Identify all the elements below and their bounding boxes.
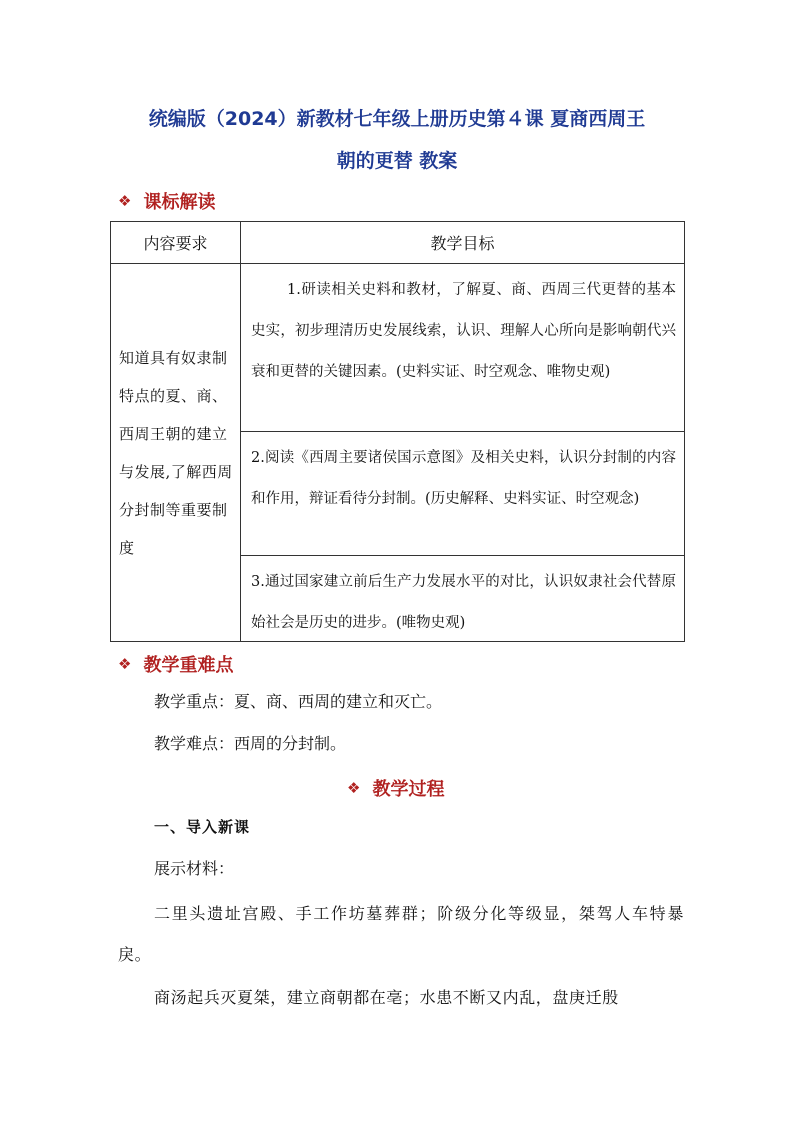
section-title: 教学重难点 xyxy=(143,655,234,676)
content-requirement-text: 知道具有奴隶制特点的夏、商、西周王朝的建立与发展,了解西周分封制等重要制度 xyxy=(119,348,233,557)
document-title-line-2: 朝的更替 教案 xyxy=(336,150,458,172)
teaching-focus xyxy=(154,681,442,723)
header-content-requirement: 内容要求 xyxy=(111,222,241,264)
teaching-difficulty xyxy=(154,723,346,765)
teaching-difficulty-text: ：西周的分封制。 xyxy=(218,734,347,753)
section-title: 课标解读 xyxy=(143,192,216,213)
section-title: 教学过程 xyxy=(372,779,445,800)
diamond-bullet-icon: ❖ xyxy=(118,192,132,210)
step-heading-import: 一、导入新课 xyxy=(154,818,251,836)
diamond-bullet-icon: ❖ xyxy=(118,655,132,673)
goal-text-3: 3.通过国家建立前后生产力发展水平的对比，认识奴隶社会代替原始社会是历史的进步。(唯物史观) xyxy=(251,574,676,631)
section-heading-process xyxy=(347,775,444,801)
teaching-focus-label: 教学重点 xyxy=(154,692,219,711)
goal-cell xyxy=(241,264,685,432)
teaching-focus-text: ：夏、商、西周的建立和灭亡。 xyxy=(218,692,443,711)
document-title-line-1: 统编版（2024）新教材七年级上册历史第４课 夏商西周王 xyxy=(148,108,646,130)
material-paragraph-2: 商汤起兵灭夏桀，建立商朝都在亳；水患不断又内乱，盘庚迁殷 xyxy=(154,988,619,1007)
table-header-row xyxy=(111,222,685,264)
diamond-bullet-icon: ❖ xyxy=(347,779,361,797)
section-heading-key-points xyxy=(118,651,233,677)
content-requirement-cell xyxy=(111,264,241,642)
goal-cell xyxy=(241,556,685,642)
material-paragraph-1: 二里头遗址宫殿、手工作坊墓葬群；阶级分化等级显，桀驾人车特暴戾。 xyxy=(118,904,684,964)
header-teaching-goals: 教学目标 xyxy=(241,222,685,264)
material-label: 展示材料： xyxy=(154,859,235,878)
teaching-difficulty-label: 教学难点 xyxy=(154,734,219,753)
goal-text-2: 2.阅读《西周主要诸侯国示意图》及相关史料，认识分封制的内容和作用，辩证看待分封制。(历史解释、史料实证、时空观念) xyxy=(251,450,676,507)
table-row xyxy=(111,264,685,432)
goal-text-1: 1.研读相关史料和教材，了解夏、商、西周三代更替的基本史实，初步理清历史发展线索，认识、理解人心所向是影响朝代兴衰和更替的关键因素。(史料实证、时空观念、唯物史观) xyxy=(251,282,676,380)
standards-table xyxy=(110,221,685,642)
goal-cell xyxy=(241,432,685,556)
section-heading-standards xyxy=(118,188,215,214)
